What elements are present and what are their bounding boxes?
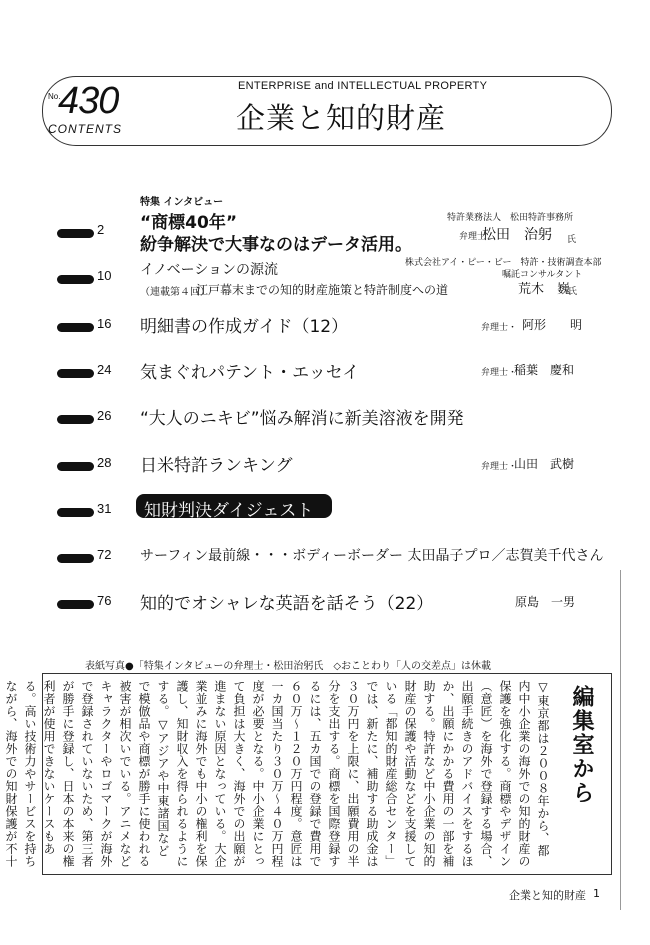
toc-series: （連載第４回） <box>140 287 210 298</box>
toc-title: 知財判決ダイジェスト <box>144 501 314 521</box>
issue-number: 430 <box>58 80 119 122</box>
author-name: 原島 一男 <box>515 595 576 609</box>
page-marker-icon <box>57 600 94 609</box>
author-role: 弁理士 <box>459 232 487 242</box>
page-marker-icon <box>57 415 94 424</box>
editorial-body: ▽東京都は２００８年から、都内中小企業の海外での知的財産の保護を強化する。商標やデザイン（意匠）を海外で登録する場合、出願手続きのアドバイスをするほか、出願にかかる費用の一部を補助する。特許など中小企業の知的財産の保護や活動などを支援している「都知的財産総合センター」では、新たに、補助する助成金は３０万円を上限に、出願費用の半分を支出する。商標を国際登録するには、五カ国での登録で費用で６０万～１２０万円程度。意匠は一カ国当たり３０万～４０万円程度が必要となる。中小企業にとって負担は大きく、海外での出願が進まない原因となっている。大企業並みに海外でも中小の権利を保護し、知財収入を得られるようにする。▽アジアや中東諸国などで模倣品や商標が勝手に使われる被害が相次いでいる。アニメなどキャラクターやロゴマークが海外で登録されていないため、第三者が勝手に登録し、日本の本来の権利者が使用できないケースもある。高い技術力やサービスを持ちながら、海外での知財保護が不十 <box>4 680 550 868</box>
author-role: 弁理士・ <box>481 462 518 472</box>
author-name: 山田 武樹 <box>514 457 575 471</box>
author-role: 弁理士・ <box>481 323 518 333</box>
page-marker-icon <box>57 369 94 378</box>
author-role: 弁理士・ <box>481 368 518 378</box>
footer-page-number: 1 <box>593 887 600 900</box>
toc-page-number: 10 <box>97 268 112 283</box>
toc-title: 明細書の作成ガイド（12） <box>140 317 349 337</box>
page-marker-icon <box>57 462 94 471</box>
toc-title: サーフィン最前線・・・ボディーボーダー 太田晶子プロ／志賀美千代さん <box>140 548 604 564</box>
author-name: 阿形 明 <box>522 318 583 332</box>
toc-page-number: 2 <box>97 222 105 237</box>
page-marker-icon <box>57 275 94 284</box>
author-role: 嘱託コンサルタント <box>502 270 583 280</box>
page-marker-icon <box>57 229 94 238</box>
toc-subtitle: 江戸幕末までの知的財産施策と特許制度への道 <box>196 283 449 297</box>
page-marker-icon <box>57 323 94 332</box>
toc-title-line2: 紛争解決で大事なのはデータ活用。 <box>140 235 412 255</box>
toc-title: “商標40年” <box>140 213 238 233</box>
magazine-title-jp: 企業と知的財産 <box>236 101 447 135</box>
author-org: 株式会社アイ・ピー・ビー 特許・技術調査本部 <box>405 258 602 268</box>
toc-title: イノベーションの源流 <box>140 262 279 278</box>
toc-page-number: 31 <box>97 501 112 516</box>
toc-title: 気まぐれパテント・エッセイ <box>140 363 360 383</box>
author-suffix: 氏 <box>567 235 577 245</box>
toc-title: 知的でオシャレな英語を話そう（22） <box>140 594 434 614</box>
toc-kicker: 特集 インタビュー <box>140 197 224 208</box>
cover-photo-caption: 表紙写真●「特集インタビューの弁理士・松田治躬氏 ◇おことわり「人の交差点」は休載 <box>85 661 492 672</box>
magazine-title-en: ENTERPRISE and INTELLECTUAL PROPERTY <box>238 80 488 92</box>
author-suffix: 氏 <box>568 287 578 297</box>
margin-rule <box>620 570 621 910</box>
author-name: 松田 治躬 <box>482 227 552 243</box>
toc-page-number: 72 <box>97 547 112 562</box>
toc-page-number: 24 <box>97 362 112 377</box>
toc-page-number: 76 <box>97 593 112 608</box>
toc-page-number: 28 <box>97 455 112 470</box>
contents-label: CONTENTS <box>48 122 122 136</box>
issue-no-label: No. <box>48 92 61 101</box>
author-name: 荒木 巍 <box>518 282 571 297</box>
page-marker-icon <box>57 508 94 517</box>
author-name: 稲葉 慶和 <box>514 363 575 377</box>
toc-title: 日米特許ランキング <box>140 456 293 476</box>
author-org: 特許業務法人 松田特許事務所 <box>447 213 574 223</box>
toc-page-number: 16 <box>97 316 112 331</box>
toc-page-number: 26 <box>97 408 112 423</box>
toc-title: “大人のニキビ”悩み解消に新美溶液を開発 <box>140 409 464 429</box>
page-marker-icon <box>57 554 94 563</box>
footer-magazine-title: 企業と知的財産 <box>509 889 586 902</box>
editorial-title: 編集室から <box>569 685 594 805</box>
